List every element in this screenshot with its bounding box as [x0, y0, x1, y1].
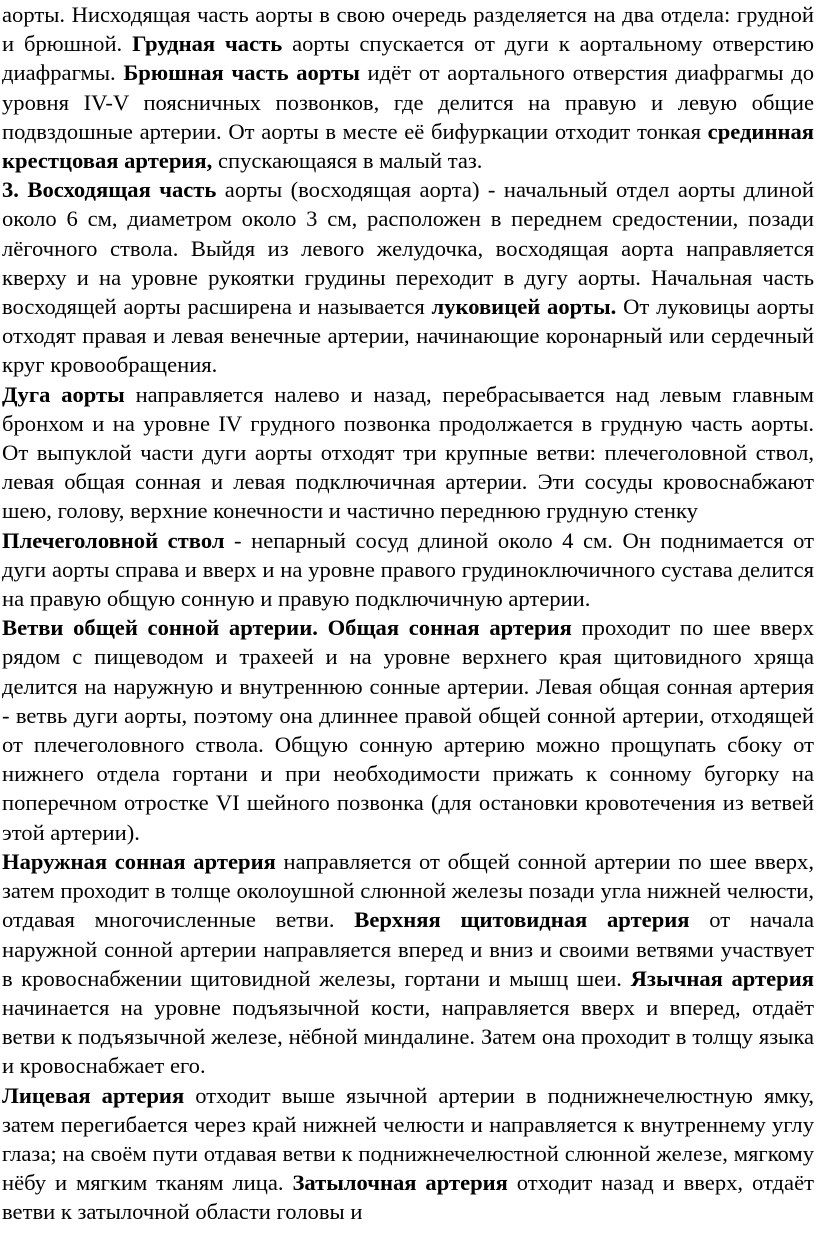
- term-aortic-arch: Дуга аорты: [2, 381, 125, 407]
- text-run: начинается на уровне подъязычной кости, направляется вверх и вперед, отдаёт ветви к подъязычной железе, нёбной миндалине. Затем она проходит в толщу языка и кровоснабжает его.: [2, 994, 814, 1079]
- term-lingual-artery: Язычная артерия: [630, 965, 814, 991]
- text-run: идёт от аортального отверстия диафрагмы до уровня IV-V поясничных позвонков, где делится на правую и левую общие подвздошные артерии. От аорты в месте её бифуркации отходит тонкая: [2, 60, 814, 144]
- term-aortic-bulb: луковицей аорты.: [431, 294, 617, 320]
- paragraph-ascending-aorta: [2, 175, 814, 379]
- text-run: От луковицы аорты отходят правая и левая венечные артерии, начинающие коронарный или сердечный круг кровообращения.: [2, 294, 814, 378]
- paragraph-aorta-divisions: [2, 0, 814, 175]
- term-ascending-aorta: 3. Восходящая часть: [2, 177, 217, 203]
- text-run: аорты спускается от дуги к аортальному отверстию диафрагмы.: [2, 31, 814, 86]
- term-facial-artery: Лицевая артерия: [2, 1082, 185, 1108]
- text-run: аорты (восходящая аорта) - начальный отдел аорты длиной около 6 см, диаметром около 3 см, расположен в переднем средостении, позади лёгочного ствола. Выйдя из левого желудочка, восходящая аорта направляется кверху и на уровне рукоятки грудины переходит в дугу аорты. Начальная часть восходящей аорты расширена и называется: [2, 177, 814, 320]
- term-brachiocephalic-trunk: Плечеголовной ствол: [2, 527, 225, 553]
- term-abdominal-aorta: Брюшная часть аорты: [123, 60, 360, 86]
- term-common-carotid-branches: Ветви общей сонной артерии. Общая сонная артерия: [2, 615, 572, 641]
- paragraph-external-carotid: [2, 847, 814, 1081]
- term-occipital-artery: Затылочная артерия: [292, 1170, 508, 1196]
- paragraph-brachiocephalic-trunk: [2, 526, 814, 614]
- term-median-sacral-artery: срединная крестцовая артерия,: [2, 118, 814, 174]
- term-superior-thyroid-artery: Верхняя щитовидная артерия: [354, 907, 690, 933]
- paragraph-common-carotid: [2, 613, 814, 847]
- text-run: от начала наружной сонной артерии направляется вперед и вниз и своими ветвями участвует в кровоснабжении щитовидной железы, гортани и мышц шеи.: [2, 907, 814, 991]
- text-run: аорты. Нисходящая часть аорты в свою очередь разделяется на два отдела: грудной и брюшной.: [2, 2, 814, 57]
- paragraph-aortic-arch: [2, 380, 814, 526]
- text-run: отходит назад и вверх, отдаёт ветви к затылочной области головы и: [2, 1170, 814, 1225]
- text-run: направляется от общей сонной артерии по шее вверх, затем проходит в толще околоушной слюнной железы позади угла нижней челюсти, отдавая многочисленные ветви.: [2, 848, 814, 933]
- text-run: отходит выше язычной артерии в поднижнечелюстную ямку, затем перегибается через край нижней челюсти и направляется к внутреннему углу глаза; на своём пути отдавая ветви к поднижнечелюстной слюнной железе, мягкому нёбу и мягким тканям лица.: [2, 1082, 814, 1196]
- term-external-carotid-artery: Наружная сонная артерия: [2, 848, 276, 874]
- text-run: спускающаяся в малый таз.: [212, 148, 483, 174]
- paragraph-facial-artery: [2, 1081, 814, 1227]
- term-thoracic-aorta: Грудная часть: [132, 31, 283, 57]
- text-run: - непарный сосуд длиной около 4 см. Он поднимается от дуги аорты справа и вверх и на уровне правого грудиноключичного сустава делится на правую общую сонную и правую подключичную артерии.: [2, 527, 815, 612]
- text-run: проходит по шее вверх рядом с пищеводом и трахеей и на уровне верхнего края щитовидного хряща делится на наружную и внутреннюю сонные артерии. Левая общая сонная артерия - ветвь дуги аорты, поэтому она длиннее правой общей сонной артерии, отходящей от плечеголовного ствола. Общую сонную артерию можно прощупать сбоку от нижнего отдела гортани и при необходимости прижать к сонному бугорку на поперечном отростке VI шейного позвонка (для остановки кровотечения из ветвей этой артерии).: [2, 615, 815, 845]
- text-run: направляется налево и назад, перебрасывается над левым главным бронхом и на уровне IV грудного позвонка продолжается в грудную часть аорты. От выпуклой части дуги аорты отходят три крупные ветви: плечеголовной ствол, левая общая сонная и левая подключичная артерии. Эти сосуды кровоснабжают шею, голову, верхние конечности и частично переднюю грудную стенку: [2, 381, 814, 524]
